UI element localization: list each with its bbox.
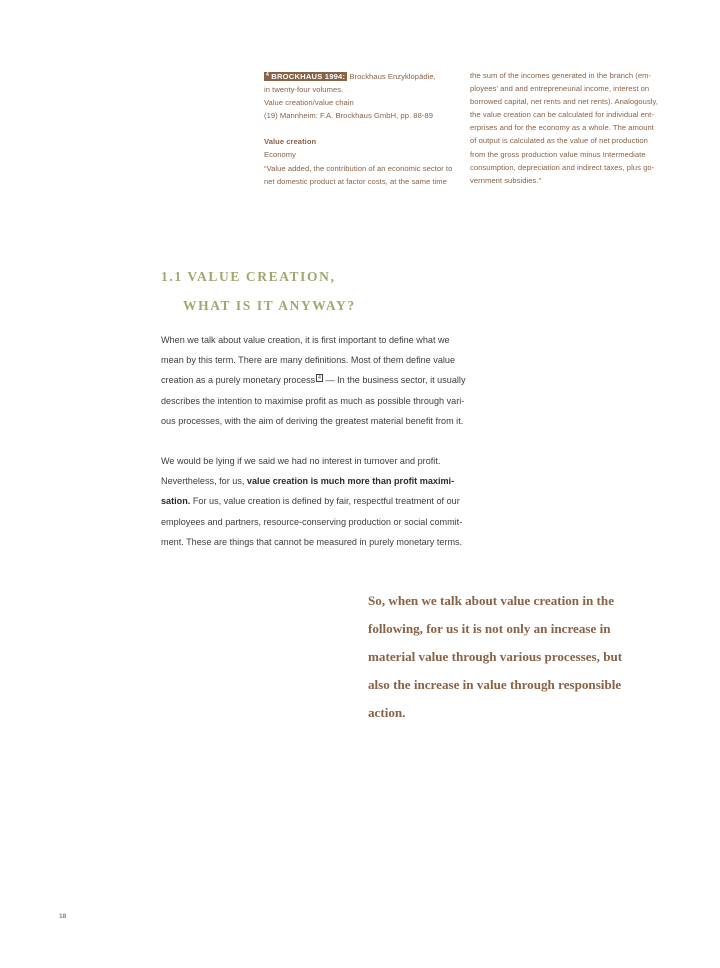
footnote-tag-label: BROCKHAUS 1994: <box>271 72 346 81</box>
footnote-reference-mark[interactable]: 4 <box>318 375 321 382</box>
footnote-entry-line-3: net domestic product at factor costs, at the same time <box>264 176 447 186</box>
section-heading-line-1: 1.1 VALUE CREATION, <box>161 269 336 284</box>
paragraph-2-line-3-end: For us, value creation is defined by fair, respectful treatment of our <box>190 496 460 507</box>
footnote-right-line-8: consumption, depreciation and indirect taxes, plus go- <box>470 162 655 172</box>
footnote-right-line-5: erprises and for the economy as a whole. The amount <box>470 123 654 133</box>
paragraph-2-line-4: employees and partners, resource-conserving production or social commit- <box>161 516 463 527</box>
page-number: 18 <box>59 913 67 920</box>
footnote-right-line-1: the sum of the incomes generated in the branch (em- <box>470 71 652 80</box>
footnote-right-line-2: ployees’ and and entrepreneurial income, interest on <box>470 84 650 94</box>
paragraph-2-line-3 <box>161 491 471 511</box>
footnote-left-column <box>264 69 464 188</box>
pull-quote-line-3: material value through various processes, but <box>368 649 623 664</box>
paragraph-2-line-2 <box>161 471 471 491</box>
paragraph-1-line-3 <box>161 370 471 390</box>
footnote-right-column <box>470 69 670 187</box>
paragraph-2-line-5: ment. These are things that cannot be measured in purely monetary terms. <box>161 536 463 547</box>
pull-quote-line-4: also the increase in value through responsible <box>368 677 622 692</box>
paragraph-1-line-2: mean by this term. There are many definitions. Most of them define value <box>161 355 456 366</box>
footnote-number: 4 <box>266 72 269 78</box>
section-heading-line-2: WHAT IS IT ANYWAY? <box>183 298 356 313</box>
paragraph-1-line-4: describes the intention to maximise profit as much as possible through vari- <box>161 395 465 406</box>
footnote-right-line-6: of output is calculated as the value of net production <box>470 136 648 146</box>
body-paragraph-2 <box>161 451 471 552</box>
paragraph-1-line-1: When we talk about value creation, it is first important to define what we <box>161 335 450 345</box>
pull-quote-line-1: So, when we talk about value creation in the <box>368 593 615 608</box>
footnote-left-line-3: Value creation/value chain <box>264 98 354 108</box>
footnote-tag <box>264 72 347 81</box>
footnote-right-line-9: vernment subsidies.” <box>470 175 542 185</box>
footnote-entry-title: Value creation <box>264 137 317 147</box>
footnote-entry-line-2: “Value added, the contribution of an economic sector to <box>264 163 453 173</box>
paragraph-2-emphasis-1: value creation is much more than profit maximi- <box>246 476 455 487</box>
paragraph-1-line-3-end: — In the business sector, it usually <box>322 375 466 386</box>
pull-quote <box>368 587 688 727</box>
paragraph-2-emphasis-2: sation. <box>161 496 191 507</box>
footnote-citation-line <box>264 69 464 83</box>
footnote-entry-line-1: Economy <box>264 150 297 160</box>
footnote-left-line-4: (19) Mannheim: F.A. Brockhaus GmbH, pp. 88-89 <box>264 111 433 121</box>
pull-quote-line-5: action. <box>368 705 406 720</box>
section-heading <box>161 262 356 320</box>
footnote-left-line-2: in twenty-four volumes. <box>264 85 344 95</box>
footnote-spacer <box>264 122 464 135</box>
paragraph-2-line-2-start: Nevertheless, for us, <box>161 476 247 487</box>
pull-quote-line-2: following, for us it is not only an increase in <box>368 621 611 636</box>
footnote-right-line-3: borrowed capital, net rents and net rents). Analogously, <box>470 97 658 107</box>
paragraph-2-line-1: We would be lying if we said we had no interest in turnover and profit. <box>161 456 441 466</box>
paragraph-1-line-5: ous processes, with the aim of deriving the greatest material benefit from it. <box>161 415 464 426</box>
footnote-right-line-4: the value creation can be calculated for individual ent- <box>470 110 654 120</box>
paragraph-1-line-3-start: creation as a purely monetary process <box>161 375 316 386</box>
footnote-left-line-1: Brockhaus Enzyklopädie, <box>349 72 436 81</box>
body-paragraph-1 <box>161 330 471 431</box>
footnote-right-line-7: from the gross production value minus Intermediate <box>470 149 646 159</box>
